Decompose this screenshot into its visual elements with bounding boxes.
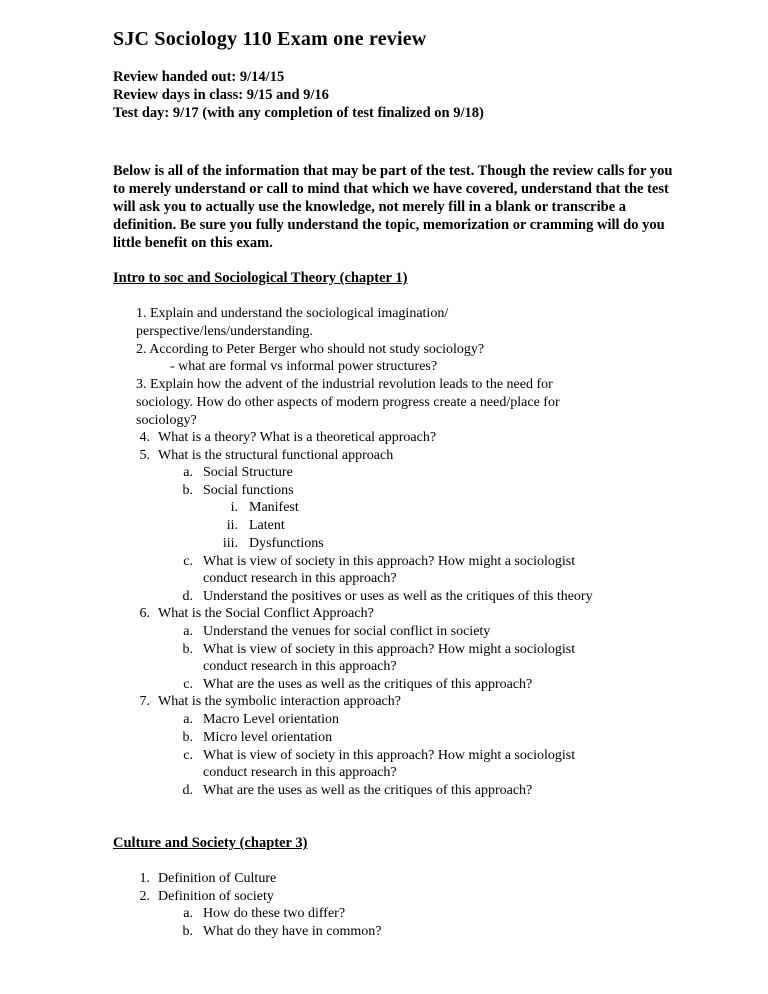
list-item: conduct research in this approach?	[203, 571, 397, 586]
list-number: 7.	[139, 694, 150, 709]
list-item: What do they have in common?	[203, 924, 382, 939]
list-item: What is the Social Conflict Approach?	[158, 606, 374, 621]
list-roman: ii.	[226, 518, 238, 533]
item-text: sociology?	[136, 413, 197, 428]
list-number: 6.	[139, 606, 150, 621]
list-item: Definition of society	[158, 889, 274, 904]
review-dates	[113, 68, 484, 122]
list-item: Manifest	[249, 500, 299, 515]
list-letter: c.	[183, 677, 193, 692]
list-number: 2.	[139, 889, 150, 904]
list-letter: c.	[183, 554, 193, 569]
list-item: What is the structural functional approach	[158, 448, 394, 463]
meta-line: Test day: 9/17 (with any completion of test finalized on 9/18)	[113, 105, 484, 121]
item-text: 1. Explain and understand the sociological imagination/	[136, 306, 449, 321]
list-item: What are the uses as well as the critiques of this approach?	[203, 677, 533, 692]
list-number: 5.	[139, 448, 150, 463]
list-item: What is view of society in this approach? How might a sociologist	[203, 748, 576, 763]
item-text: - what are formal vs informal power structures?	[170, 359, 438, 374]
meta-line: Review days in class: 9/15 and 9/16	[113, 87, 329, 103]
meta-line: Review handed out: 9/14/15	[113, 69, 285, 85]
list-letter: d.	[182, 589, 193, 604]
list-letter: b.	[182, 483, 193, 498]
list-item: What is the symbolic interaction approach?	[158, 694, 401, 709]
list-letter: a.	[183, 624, 193, 639]
list-item: Understand the venues for social conflict in society	[203, 624, 491, 639]
list-letter: d.	[182, 783, 193, 798]
list-letter: a.	[183, 712, 193, 727]
list-item: What is view of society in this approach? How might a sociologist	[203, 554, 576, 569]
list-item: Social Structure	[203, 465, 293, 480]
list-letter: b.	[182, 642, 193, 657]
item-text: perspective/lens/understanding.	[136, 324, 313, 339]
list-item: Understand the positives or uses as well as the critiques of this theory	[203, 589, 593, 604]
list-item: Micro level orientation	[203, 730, 333, 745]
list-item: What is view of society in this approach? How might a sociologist	[203, 642, 576, 657]
list-roman: i.	[230, 500, 238, 515]
list-letter: c.	[183, 748, 193, 763]
list-number: 1.	[139, 871, 150, 886]
intro-paragraph: Below is all of the information that may be part of the test. Though the review calls for you to merely understand or call to mind that which we have covered, understand that the test will ask you to actually use the knowledge, not merely fill in a blank or transcribe a definition. Be sure you fully understand the topic, memorization or cramming will do you little benefit on this exam.	[113, 163, 673, 251]
list-item: Social functions	[203, 483, 294, 498]
page-title: SJC Sociology 110 Exam one review	[113, 28, 427, 50]
section-heading: Intro to soc and Sociological Theory (chapter 1)	[113, 270, 408, 286]
list-item: Dysfunctions	[249, 536, 324, 551]
list-roman: iii.	[222, 536, 238, 551]
list-item: Definition of Culture	[158, 871, 277, 886]
list-number: 4.	[139, 430, 150, 445]
item-text: 3. Explain how the advent of the industrial revolution leads to the need for	[136, 377, 553, 392]
list-item: Macro Level orientation	[203, 712, 340, 727]
list-letter: b.	[182, 924, 193, 939]
list-letter: b.	[182, 730, 193, 745]
item-text: 2. According to Peter Berger who should not study sociology?	[136, 342, 485, 357]
item-text: sociology. How do other aspects of modern progress create a need/place for	[136, 395, 560, 410]
list-item: conduct research in this approach?	[203, 765, 397, 780]
list-item: What are the uses as well as the critiques of this approach?	[203, 783, 533, 798]
list-item: conduct research in this approach?	[203, 659, 397, 674]
list-letter: a.	[183, 906, 193, 921]
list-item: Latent	[249, 518, 285, 533]
list-letter: a.	[183, 465, 193, 480]
list-item: How do these two differ?	[203, 906, 346, 921]
section-heading: Culture and Society (chapter 3)	[113, 835, 308, 851]
list-item: What is a theory? What is a theoretical approach?	[158, 430, 437, 445]
